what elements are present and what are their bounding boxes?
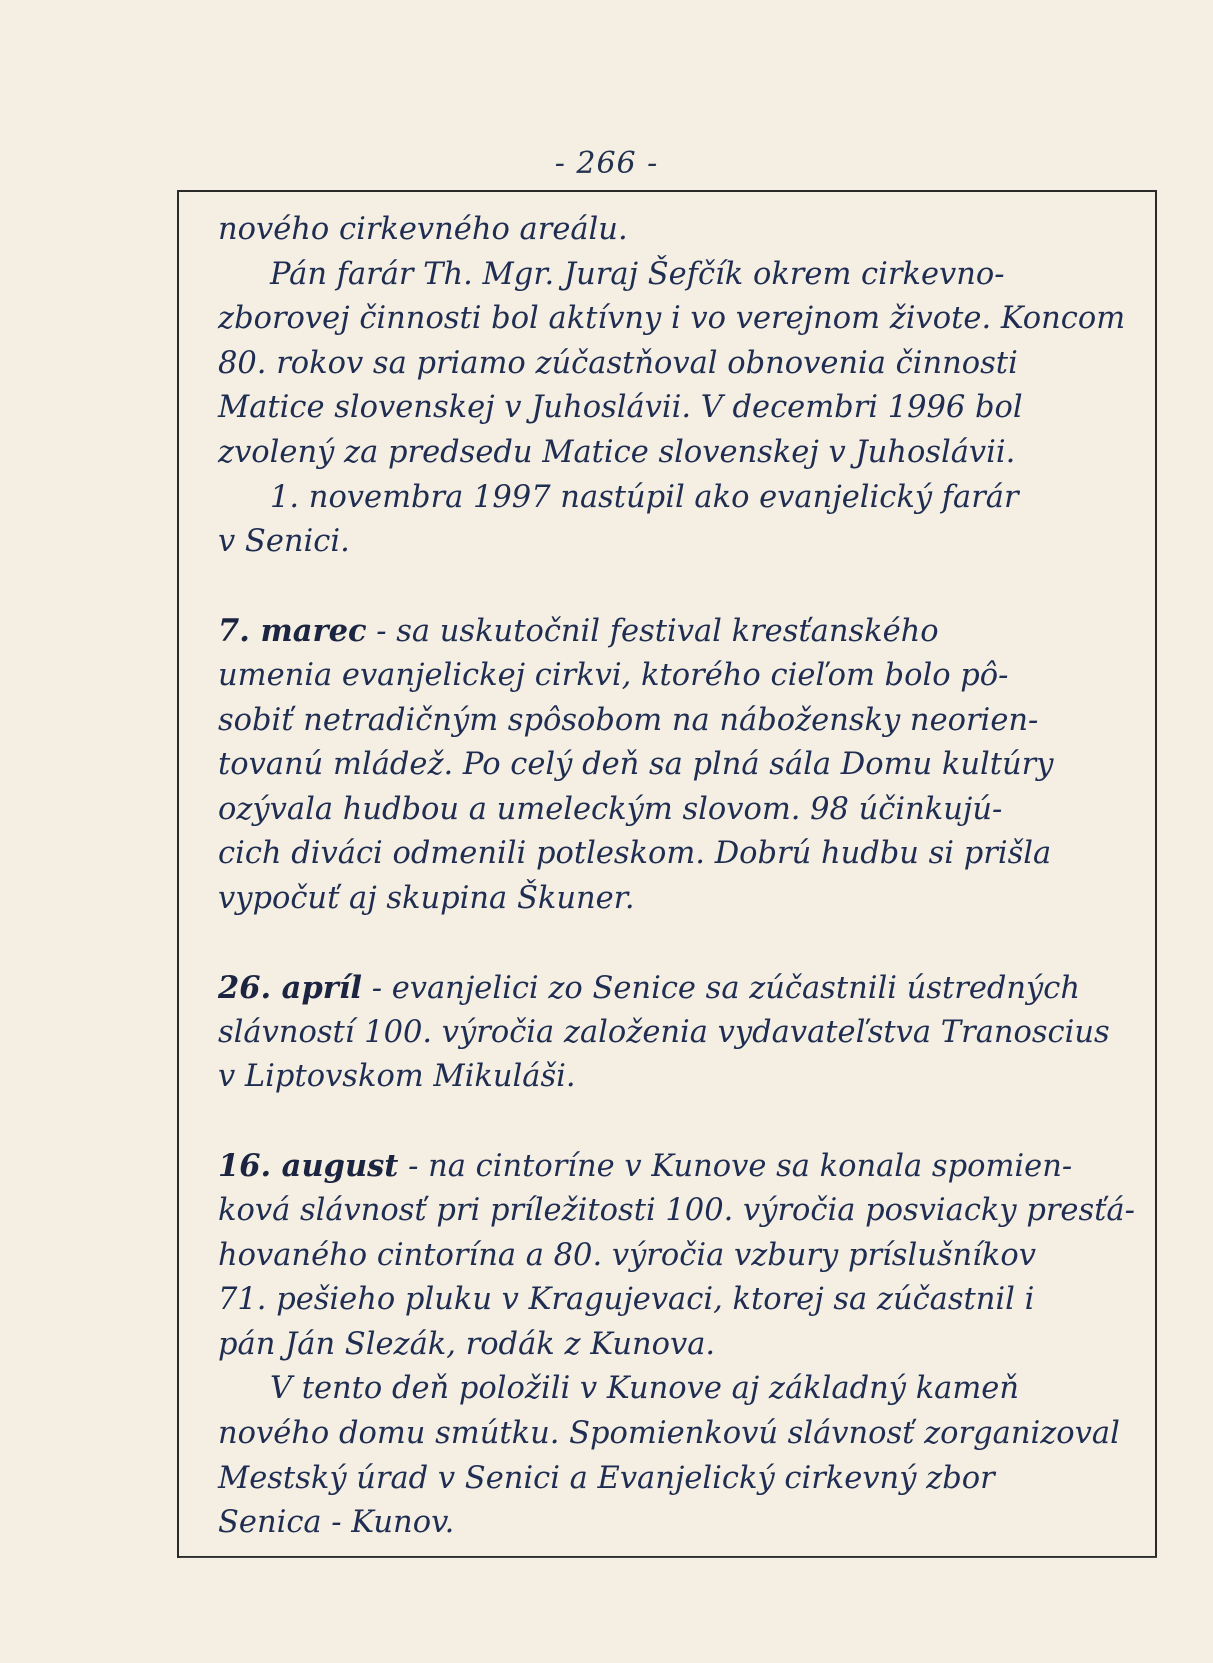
text-line: Mestský úrad v Senici a Evanjelický cirkevný zbor xyxy=(218,1460,995,1496)
paragraph-gap xyxy=(218,565,1143,610)
text-line: v Liptovskom Mikuláši. xyxy=(218,1059,576,1095)
entry-text: - na cintoríne v Kunove sa konala spomien- xyxy=(398,1149,1073,1185)
entry-first-line xyxy=(218,966,1143,1011)
text-line: ozývala hudbou a umeleckým slovom. 98 účinkujú- xyxy=(218,791,1003,827)
handwritten-chronicle-text xyxy=(218,208,1143,1546)
text-line: umenia evanjelickej cirkvi, ktorého cieľom bolo pô- xyxy=(218,657,1009,693)
text-line: tovanú mládež. Po celý deň sa plná sála Domu kultúry xyxy=(218,747,1054,783)
text-line: ková slávnosť pri príležitosti 100. výročia posviacky presťá- xyxy=(218,1193,1135,1229)
text-line: cich diváci odmenili potleskom. Dobrú hudbu si prišla xyxy=(218,836,1052,872)
text-line: V tento deň položili v Kunove aj základný kameň xyxy=(270,1371,1019,1407)
text-line: sobiť netradičným spôsobom na nábožensky neorien- xyxy=(218,702,1039,738)
text-line: Pán farár Th. Mgr. Juraj Šefčík okrem cirkevno- xyxy=(270,256,1005,292)
entry-date: 7. marec xyxy=(218,613,367,650)
text-line: vypočuť aj skupina Škuner. xyxy=(218,880,635,916)
text-line: pán Ján Slezák, rodák z Kunova. xyxy=(218,1326,716,1362)
text-line: v Senici. xyxy=(218,524,350,560)
text-line: zvolený za predsedu Matice slovenskej v Juhoslávii. xyxy=(218,434,1016,470)
entry-date: 26. apríl xyxy=(218,970,363,1007)
entry-first-line xyxy=(218,609,1143,654)
page-border-bottom-double xyxy=(180,1554,1157,1558)
entry-first-line xyxy=(218,1144,1143,1189)
text-line: Matice slovenskej v Juhoslávii. V decembri 1996 bol xyxy=(218,390,1023,426)
text-line: nového domu smútku. Spomienkovú slávnosť zorganizoval xyxy=(218,1416,1120,1452)
paragraph-gap xyxy=(218,922,1143,967)
text-line: slávností 100. výročia založenia vydavateľstva Tranoscius xyxy=(218,1014,1110,1050)
entry-date: 16. august xyxy=(218,1148,399,1185)
text-line: nového cirkevného areálu. xyxy=(218,212,628,247)
paragraph-gap xyxy=(218,1100,1143,1145)
text-line: 80. rokov sa priamo zúčastňoval obnovenia činnosti xyxy=(218,345,1018,381)
entry-text: - sa uskutočnil festival kresťanského xyxy=(366,614,939,650)
page-number: - 266 - xyxy=(554,146,659,181)
text-line: zborovej činnosti bol aktívny i vo verejnom živote. Koncom xyxy=(218,301,1126,337)
text-line: 71. pešieho pluku v Kragujevaci, ktorej sa zúčastnil i xyxy=(218,1282,1035,1318)
text-line: Senica - Kunov. xyxy=(218,1505,455,1541)
entry-text: - evanjelici zo Senice sa zúčastnili ústredných xyxy=(362,971,1080,1007)
text-line: hovaného cintorína a 80. výročia vzbury príslušníkov xyxy=(218,1237,1036,1273)
text-line: 1. novembra 1997 nastúpil ako evanjelický farár xyxy=(270,479,1019,515)
